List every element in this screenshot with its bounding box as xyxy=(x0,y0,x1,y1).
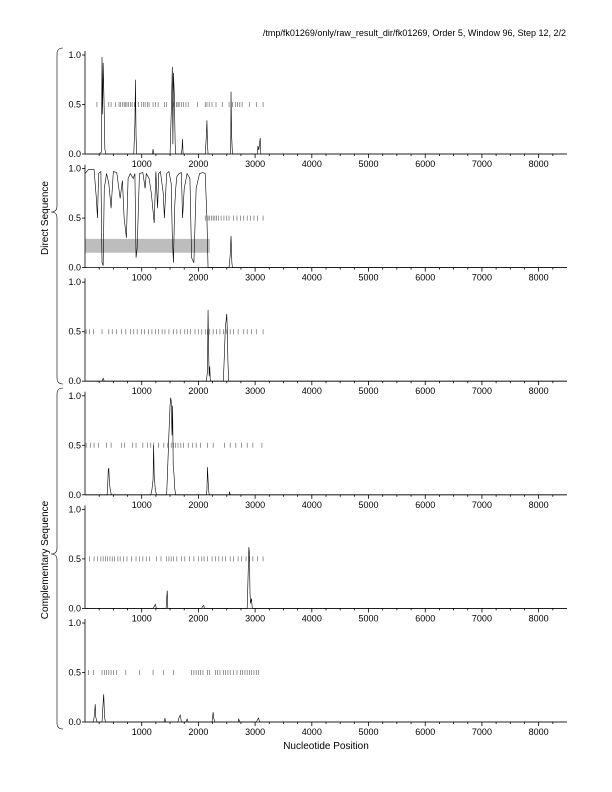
series-line xyxy=(85,57,567,154)
panel-6 xyxy=(68,618,567,737)
stop-marks xyxy=(86,329,263,334)
y-tick-label: 1.0 xyxy=(68,163,81,174)
x-tick-label: 3000 xyxy=(245,386,266,397)
x-tick-label: 6000 xyxy=(415,613,436,624)
x-tick-label: 6000 xyxy=(415,386,436,397)
stop-marks xyxy=(90,556,264,561)
series-line xyxy=(85,170,567,268)
x-tick-label: 7000 xyxy=(471,613,492,624)
x-tick-label: 7000 xyxy=(471,499,492,510)
x-tick-label: 5000 xyxy=(358,613,379,624)
panels xyxy=(68,50,567,737)
x-tick-label: 1000 xyxy=(131,613,152,624)
y-tick-label: 1.0 xyxy=(68,277,81,288)
stop-marks xyxy=(88,670,258,675)
x-tick-label: 1000 xyxy=(131,272,152,283)
x-tick-label: 3000 xyxy=(245,499,266,510)
x-tick-label: 3000 xyxy=(245,613,266,624)
x-tick-label: 5000 xyxy=(358,272,379,283)
stop-marks xyxy=(86,443,262,448)
figure-header: /tmp/fk01269/only/raw_result_dir/fk01269, Order 5, Window 96, Step 12, 2/2 xyxy=(262,28,566,38)
x-tick-label: 5000 xyxy=(358,499,379,510)
x-tick-label: 6000 xyxy=(415,272,436,283)
panel-4 xyxy=(68,391,567,510)
y-tick-label: 0.5 xyxy=(68,99,81,110)
x-tick-label: 5000 xyxy=(358,386,379,397)
x-tick-label: 8000 xyxy=(528,499,549,510)
x-tick-label: 8000 xyxy=(528,727,549,737)
x-tick-label: 8000 xyxy=(528,272,549,283)
complementary-group-brace xyxy=(51,388,63,729)
y-tick-label: 0.0 xyxy=(68,717,81,727)
y-tick-label: 0.5 xyxy=(68,213,81,224)
x-tick-label: 4000 xyxy=(301,727,322,737)
y-tick-label: 1.0 xyxy=(68,390,81,401)
x-tick-label: 4000 xyxy=(301,159,322,169)
x-tick-label: 2000 xyxy=(188,727,209,737)
x-tick-label: 6000 xyxy=(415,159,436,169)
x-tick-label: 7000 xyxy=(471,386,492,397)
x-tick-label: 1000 xyxy=(131,499,152,510)
x-tick-label: 1000 xyxy=(131,727,152,737)
x-tick-label: 8000 xyxy=(528,386,549,397)
x-tick-label: 8000 xyxy=(528,613,549,624)
x-tick-label: 5000 xyxy=(358,159,379,169)
x-tick-label: 5000 xyxy=(358,727,379,737)
y-tick-label: 0.0 xyxy=(68,489,81,500)
stop-marks xyxy=(97,102,263,107)
complementary-sequence-label: Complementary Sequence xyxy=(40,500,51,620)
y-tick-label: 0.5 xyxy=(68,553,81,564)
x-tick-label: 2000 xyxy=(188,159,209,169)
x-tick-label: 4000 xyxy=(301,613,322,624)
x-tick-label: 2000 xyxy=(188,499,209,510)
x-tick-label: 3000 xyxy=(245,727,266,737)
x-tick-label: 8000 xyxy=(528,159,549,169)
x-tick-label: 6000 xyxy=(415,499,436,510)
series-line xyxy=(85,398,567,495)
x-tick-label: 6000 xyxy=(415,727,436,737)
x-tick-label: 7000 xyxy=(471,727,492,737)
x-axis-title: Nucleotide Position xyxy=(283,741,369,752)
x-tick-label: 2000 xyxy=(188,613,209,624)
x-tick-label: 1000 xyxy=(131,159,152,169)
panel-2 xyxy=(68,164,567,283)
x-tick-label: 7000 xyxy=(471,272,492,283)
y-tick-label: 1.0 xyxy=(68,618,81,628)
series-line xyxy=(85,310,567,381)
stop-marks xyxy=(205,216,263,221)
x-tick-label: 3000 xyxy=(245,159,266,169)
series-line xyxy=(85,547,567,608)
y-tick-label: 1.0 xyxy=(68,50,81,60)
y-tick-label: 0.0 xyxy=(68,149,81,159)
y-tick-label: 0.5 xyxy=(68,440,81,451)
y-tick-label: 0.0 xyxy=(68,262,81,273)
x-tick-label: 3000 xyxy=(245,272,266,283)
direct-group-brace xyxy=(51,48,63,384)
y-tick-label: 0.0 xyxy=(68,376,81,387)
series-line xyxy=(85,694,567,722)
panel-5 xyxy=(68,504,567,623)
x-tick-label: 4000 xyxy=(301,499,322,510)
y-tick-label: 0.0 xyxy=(68,603,81,614)
x-tick-label: 7000 xyxy=(471,159,492,169)
direct-sequence-label: Direct Sequence xyxy=(40,181,51,255)
x-tick-label: 4000 xyxy=(301,272,322,283)
panel-1 xyxy=(68,50,567,169)
x-tick-label: 1000 xyxy=(131,386,152,397)
x-tick-label: 2000 xyxy=(188,272,209,283)
y-tick-label: 1.0 xyxy=(68,504,81,515)
y-tick-label: 0.5 xyxy=(68,326,81,337)
panel-3 xyxy=(68,277,567,396)
x-tick-label: 4000 xyxy=(301,386,322,397)
x-tick-label: 2000 xyxy=(188,386,209,397)
y-tick-label: 0.5 xyxy=(68,667,81,678)
